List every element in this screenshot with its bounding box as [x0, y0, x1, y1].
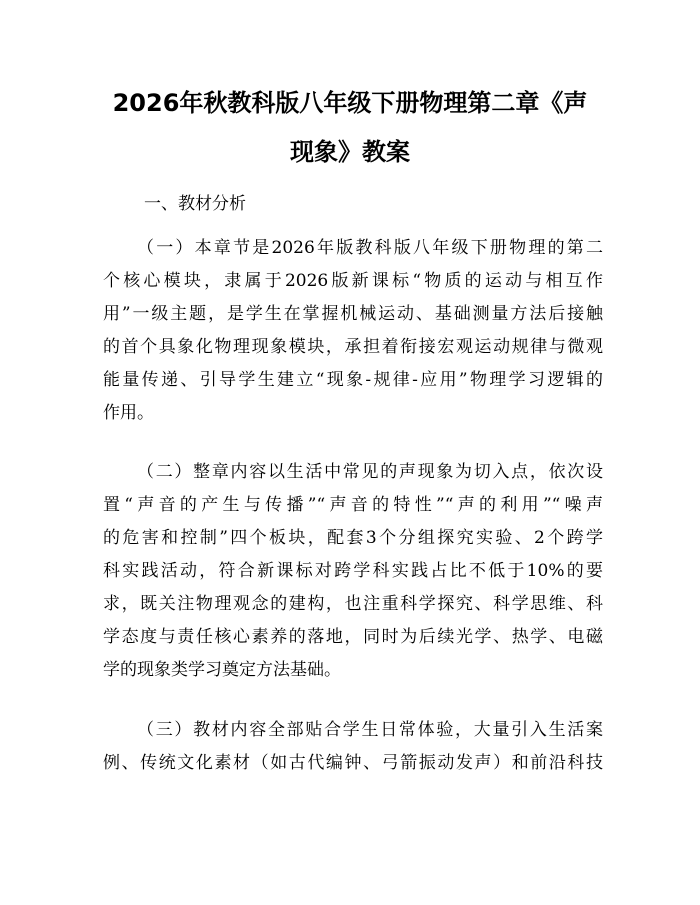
paragraph-line: 个核心模块，隶属于2026版新课标“物质的运动与相互作 [103, 271, 603, 291]
paragraph-line: 用”一级主题，是学生在掌握机械运动、基础测量方法后接触 [103, 304, 603, 324]
paragraph-line: 的危害和控制”四个板块，配套3个分组探究实验、2个跨学 [103, 528, 603, 548]
document-title-line-2: 现象》教案 [290, 138, 410, 166]
paragraph-line: （二）整章内容以生活中常见的声现象为切入点，依次设 [137, 462, 603, 482]
paragraph-1 [103, 232, 603, 430]
paragraph-line: 能量传递、引导学生建立“现象-规律-应用”物理学习逻辑的 [103, 370, 603, 390]
paragraph-line: 的首个具象化物理现象模块，承担着衔接宏观运动规律与微观 [103, 337, 603, 357]
paragraph-2 [103, 456, 603, 687]
paragraph-line: 学的现象类学习奠定方法基础。 [103, 660, 341, 680]
paragraph-line: 科实践活动，符合新课标对跨学科实践占比不低于10%的要 [103, 561, 603, 581]
paragraph-line: （一）本章节是2026年版教科版八年级下册物理的第二 [137, 238, 603, 258]
section-heading: 一、教材分析 [144, 194, 246, 214]
paragraph-line: 例、传统文化素材（如古代编钟、弓箭振动发声）和前沿科技 [103, 753, 603, 773]
document-title-line-1: 2026年秋教科版八年级下册物理第二章《声 [112, 89, 588, 117]
paragraph-line: 置“声音的产生与传播”“声音的特性”“声的利用”“噪声 [103, 495, 603, 515]
paragraph-line: 求，既关注物理观念的建构，也注重科学探究、科学思维、科 [103, 594, 603, 614]
paragraph-line: 学态度与责任核心素养的落地，同时为后续光学、热学、电磁 [103, 627, 603, 647]
paragraph-line: 作用。 [103, 403, 154, 423]
paragraph-line: （三）教材内容全部贴合学生日常体验，大量引入生活案 [137, 720, 603, 740]
paragraph-3 [103, 714, 603, 780]
